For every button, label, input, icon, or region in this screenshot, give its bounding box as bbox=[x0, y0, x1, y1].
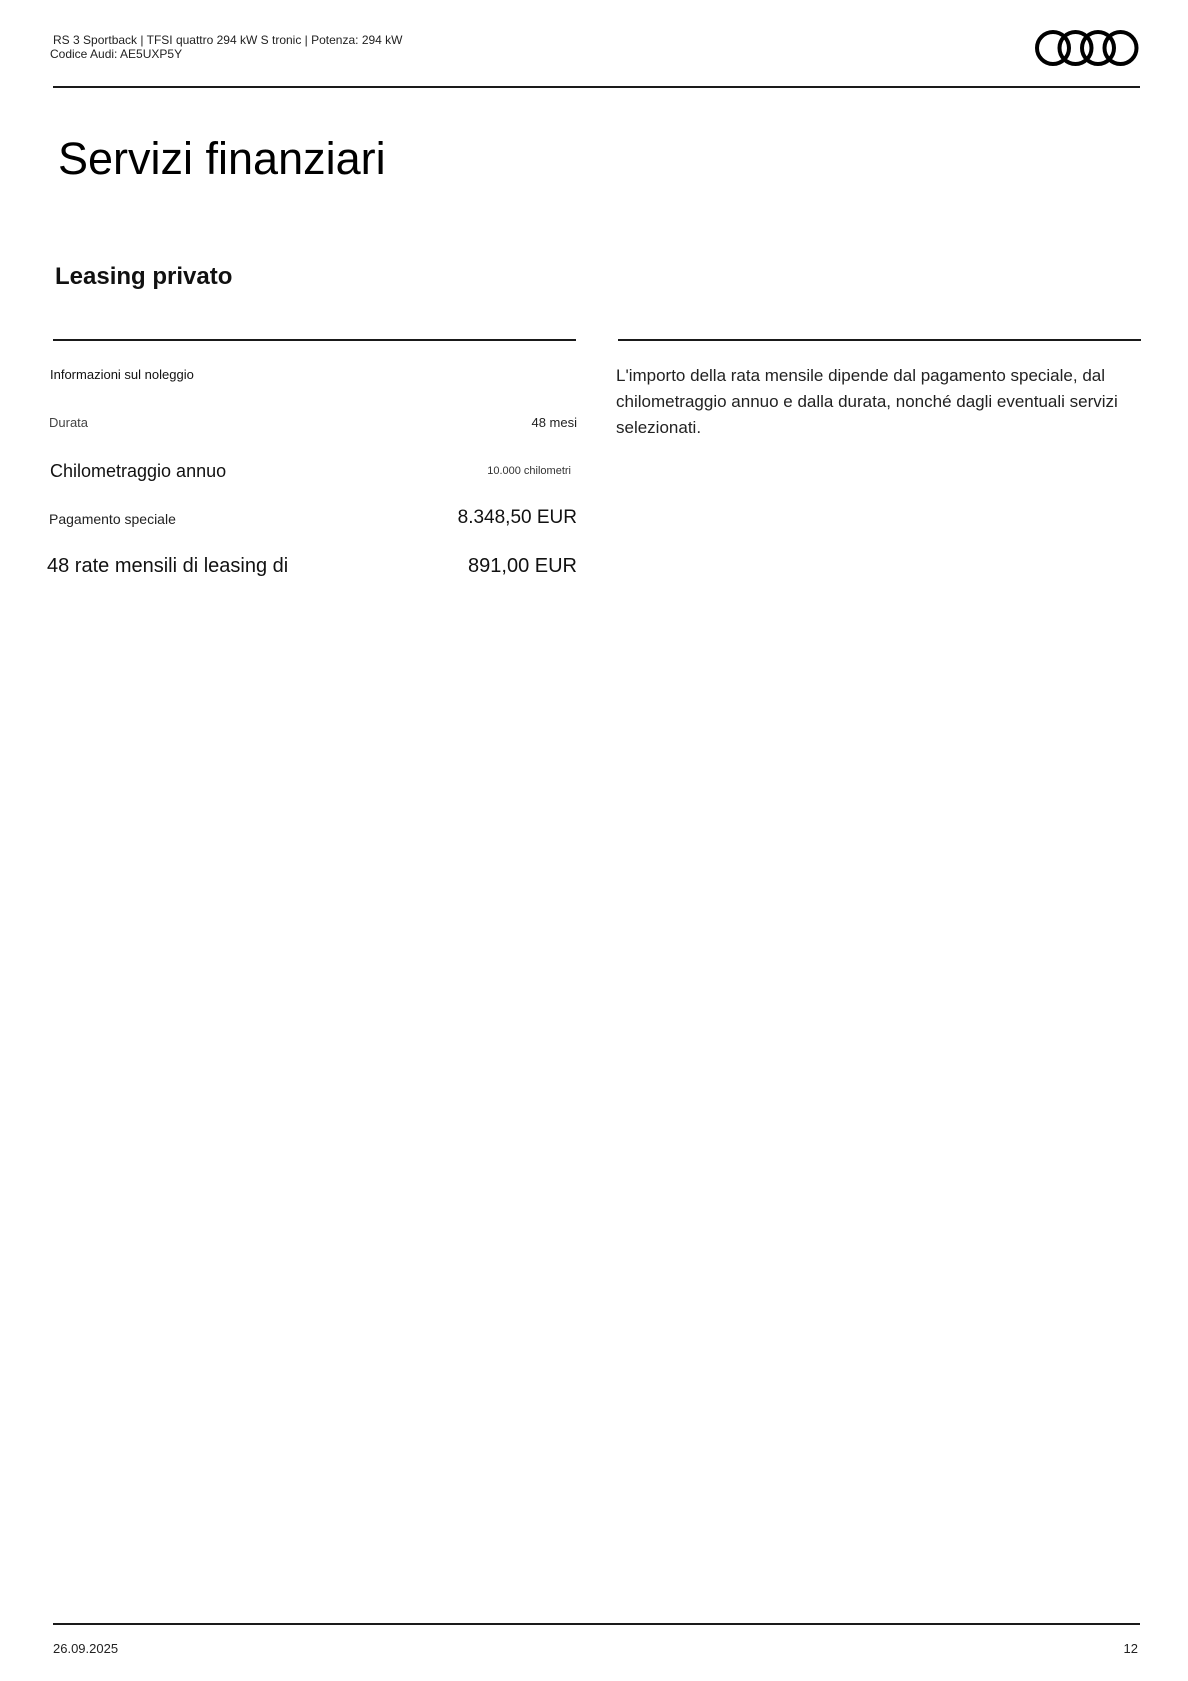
header-code-line: Codice Audi: AE5UXP5Y bbox=[50, 47, 183, 61]
left-column-divider bbox=[53, 339, 576, 341]
page-number: 12 bbox=[1123, 1641, 1138, 1656]
info-heading: Informazioni sul noleggio bbox=[50, 367, 194, 382]
header-divider bbox=[53, 86, 1140, 88]
right-column-divider bbox=[618, 339, 1141, 341]
header-model-line: RS 3 Sportback | TFSI quattro 294 kW S tronic | Potenza: 294 kW bbox=[53, 33, 403, 47]
footer-divider bbox=[53, 1623, 1140, 1625]
duration-label: Durata bbox=[49, 415, 89, 430]
special-payment-value: 8.348,50 EUR bbox=[457, 507, 577, 528]
section-title: Leasing privato bbox=[55, 263, 233, 290]
monthly-installments-value: 891,00 EUR bbox=[468, 555, 577, 577]
monthly-installments-label: 48 rate mensili di leasing di bbox=[47, 555, 289, 577]
annual-mileage-value: 10.000 chilometri bbox=[487, 465, 571, 477]
page-title: Servizi finanziari bbox=[58, 133, 386, 184]
audi-logo-icon bbox=[1034, 29, 1140, 67]
monthly-rate-note: L'importo della rata mensile dipende dal pagamento speciale, dal chilometraggio annuo e dalla durata, nonché dagli eventuali servizi selezionati. bbox=[616, 366, 1118, 437]
footer-date: 26.09.2025 bbox=[53, 1641, 119, 1656]
special-payment-label: Pagamento speciale bbox=[49, 511, 176, 527]
annual-mileage-label: Chilometraggio annuo bbox=[50, 461, 227, 481]
duration-value: 48 mesi bbox=[531, 415, 577, 430]
